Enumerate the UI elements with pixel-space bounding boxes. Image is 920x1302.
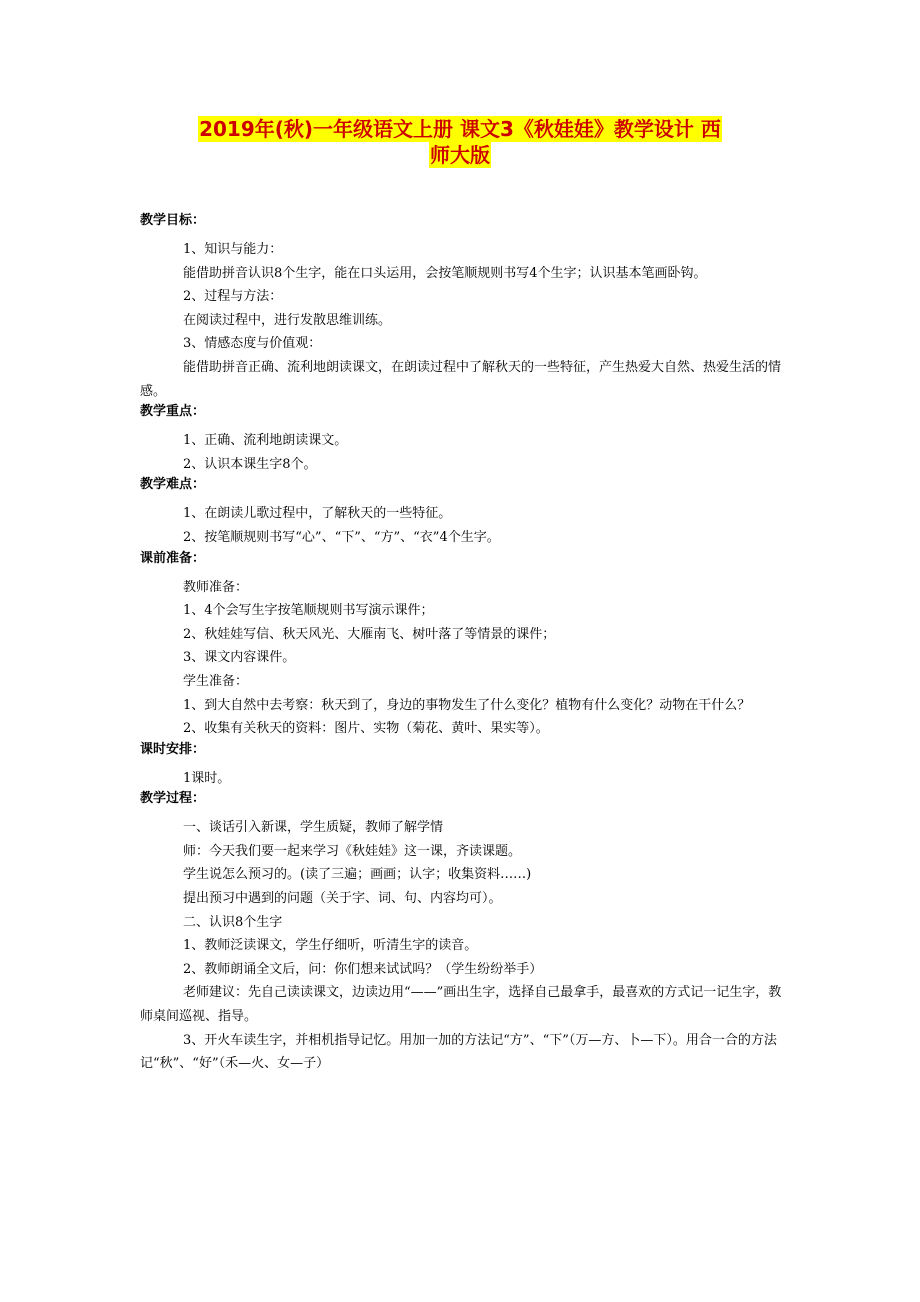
teacher-preparation-item: 3、课文内容课件。 (183, 650, 296, 666)
student-preparation-label: 学生准备： (183, 673, 249, 689)
objective-1-text: 能借助拼音认识8个生字，能在口头运用，会按笔顺规则书写4个生字；认识基本笔画卧钩。 (183, 265, 707, 281)
document-body (140, 212, 784, 1076)
process-line: 师：今天我们要一起来学习《秋娃娃》这一课，齐读课题。 (183, 843, 522, 859)
document-title (130, 116, 790, 168)
process-line: 二、认识8个生字 (183, 914, 283, 930)
process-line: 2、教师朗诵全文后，问：你们想来试试吗？（学生纷纷举手） (183, 961, 543, 977)
key-point-item: 2、认识本课生字8个。 (183, 456, 317, 472)
objective-2-title: 2、过程与方法： (183, 289, 283, 305)
process-paragraph-1: 老师建议：先自己读读课文，边读边用“——”画出生字，选择自己最拿手，最喜欢的方式记一记生字，教师桌间巡视、指导。 (140, 985, 782, 1025)
title-line-2: 师大版 (430, 143, 490, 167)
student-preparation-item-2: 2、收集有关秋天的资料：图片、实物（菊花、黄叶、果实等）。 (183, 721, 549, 737)
section-heading-difficulties: 教学难点： (140, 477, 206, 493)
objective-3-title: 3、情感态度与价值观： (183, 336, 322, 352)
process-line: 一、谈话引入新课，学生质疑，教师了解学情 (183, 820, 444, 836)
teacher-preparation-item: 2、秋娃娃写信、秋天风光、大雁南飞、树叶落了等情景的课件； (183, 626, 556, 642)
section-heading-schedule: 课时安排： (140, 741, 206, 757)
process-line: 1、教师泛读课文，学生仔细听，听清生字的读音。 (183, 938, 478, 954)
student-preparation-item-1: 1、到大自然中去考察：秋天到了，身边的事物发生了什么变化？植物有什么变化？动物在干什么？ (183, 697, 751, 713)
teacher-preparation-label: 教师准备： (183, 579, 249, 595)
objective-2-text: 在阅读过程中，进行发散思维训练。 (183, 312, 392, 328)
process-line: 提出预习中遇到的问题（关于字、词、句、内容均可）。 (183, 891, 502, 907)
difficulty-item: 1、在朗读儿歌过程中，了解秋天的一些特征。 (183, 506, 452, 522)
title-line-1: 2019年(秋)一年级语文上册 课文3《秋娃娃》教学设计 西 (199, 117, 721, 141)
section-heading-preparation: 课前准备： (140, 550, 206, 566)
section-heading-key-points: 教学重点： (140, 404, 206, 420)
objective-3-text: 能借助拼音正确、流利地朗读课文，在朗读过程中了解秋天的一些特征，产生热爱大自然、热爱生活的情感。 (140, 359, 782, 399)
objective-1-title: 1、知识与能力： (183, 242, 283, 257)
schedule-text: 1课时。 (183, 770, 231, 786)
process-paragraph-2: 3、开火车读生字，并相机指导记忆。用加一加的方法记“方”、“下”（万—方、卜—下）。用合一合的方法记“秋”、“好”（禾—火、女—子） (140, 1032, 777, 1072)
section-heading-process: 教学过程： (140, 791, 206, 807)
section-heading-objectives: 教学目标： (140, 213, 206, 228)
difficulty-item: 2、按笔顺规则书写“心”、“下”、“方”、“衣”4个生字。 (183, 529, 500, 545)
teacher-preparation-item: 1、4个会写生字按笔顺规则书写演示课件； (183, 603, 434, 619)
key-point-item: 1、正确、流利地朗读课文。 (183, 433, 348, 449)
process-line: 学生说怎么预习的。(读了三遍；画画；认字；收集资料……) (183, 867, 532, 883)
